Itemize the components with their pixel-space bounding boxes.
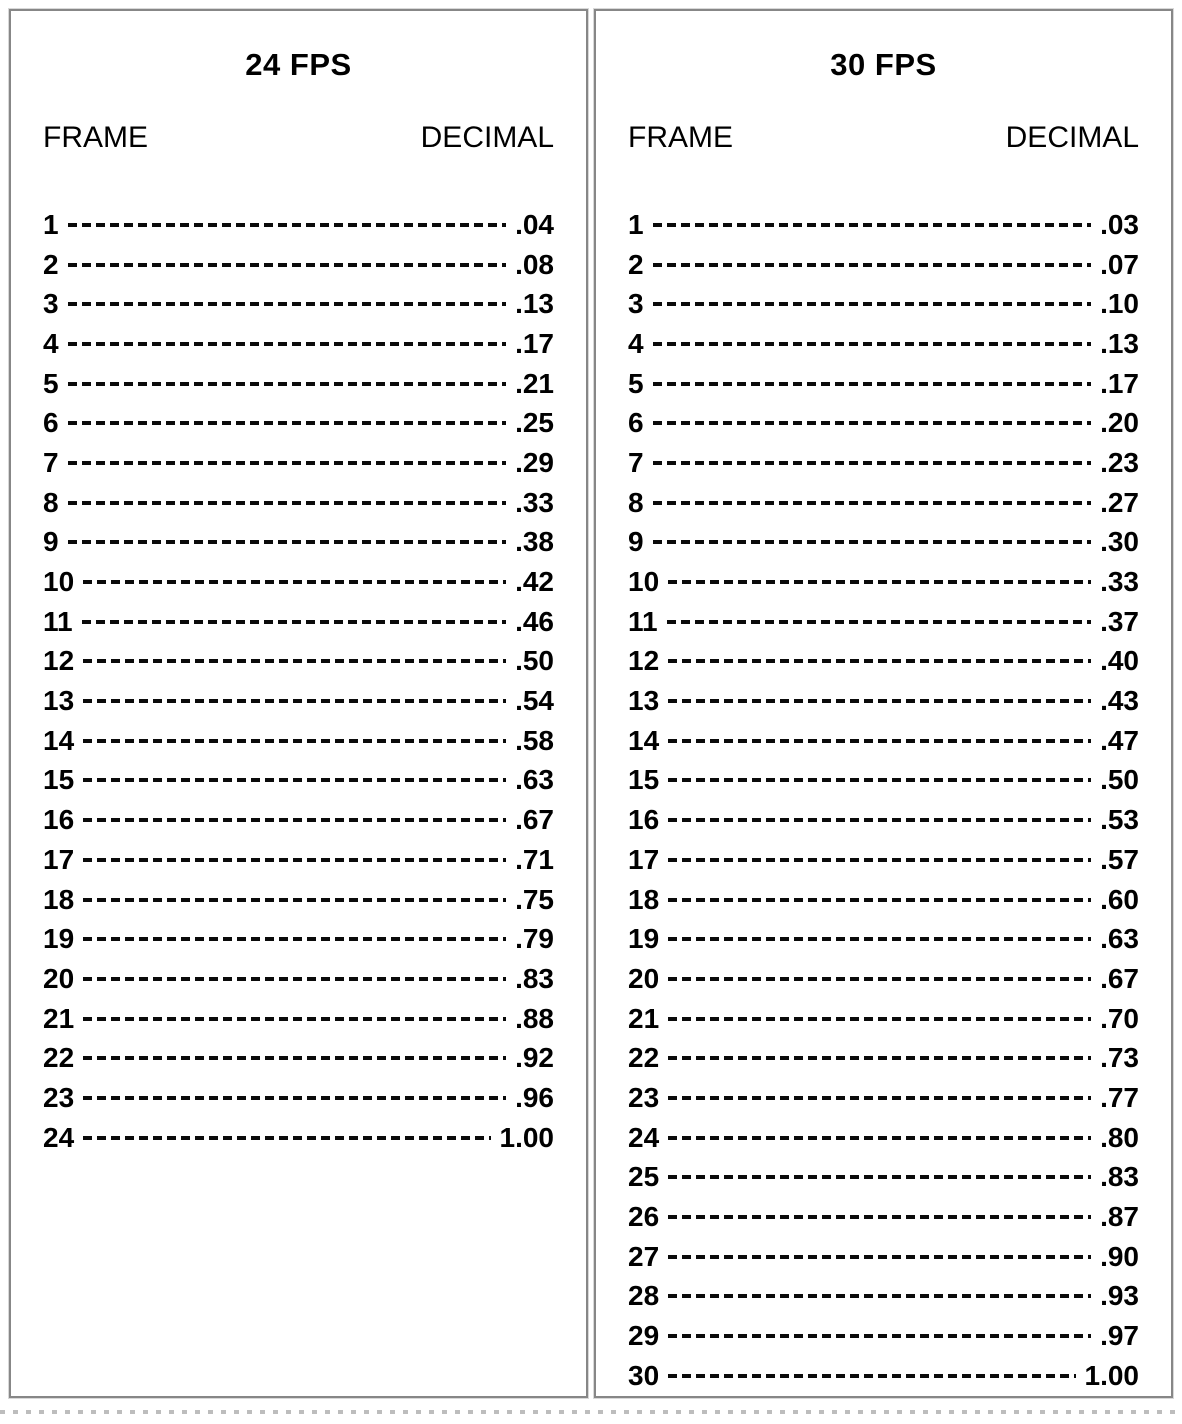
table-row xyxy=(43,324,554,364)
frame-number: 20 xyxy=(43,962,75,994)
dash-leader xyxy=(668,858,1091,862)
dash-leader xyxy=(668,1136,1091,1140)
decimal-value: .38 xyxy=(515,526,554,558)
frame-number: 8 xyxy=(628,486,644,518)
frame-number: 15 xyxy=(43,764,75,796)
decimal-value: .10 xyxy=(1100,288,1139,320)
table-row xyxy=(43,681,554,721)
dash-leader xyxy=(83,1096,506,1100)
table-row xyxy=(628,1197,1139,1237)
decimal-value: .96 xyxy=(515,1081,554,1113)
frame-number: 4 xyxy=(628,327,644,359)
table-row xyxy=(628,1038,1139,1078)
frame-number: 30 xyxy=(628,1359,660,1391)
table-row xyxy=(43,1078,554,1118)
table-row xyxy=(628,483,1139,523)
decimal-value: .42 xyxy=(515,566,554,598)
table-row xyxy=(628,642,1139,682)
dash-leader xyxy=(668,1175,1091,1179)
decimal-value: .23 xyxy=(1100,446,1139,478)
table-row xyxy=(43,721,554,761)
decimal-value: .50 xyxy=(1100,764,1139,796)
frame-number: 10 xyxy=(628,566,660,598)
table-row xyxy=(628,880,1139,920)
frame-number: 14 xyxy=(628,724,660,756)
dash-leader xyxy=(668,659,1091,663)
panels-container xyxy=(9,9,1173,1398)
column-headers xyxy=(43,121,554,155)
decimal-value: .67 xyxy=(515,804,554,836)
table-row xyxy=(43,1118,554,1158)
frame-number: 17 xyxy=(43,843,75,875)
dash-leader xyxy=(653,302,1091,306)
frame-number: 12 xyxy=(628,645,660,677)
table-row xyxy=(43,1038,554,1078)
decimal-value: .83 xyxy=(515,962,554,994)
decimal-value: .88 xyxy=(515,1002,554,1034)
decimal-value: .33 xyxy=(1100,566,1139,598)
table-row xyxy=(628,403,1139,443)
table-row xyxy=(43,800,554,840)
decimal-column-header: DECIMAL xyxy=(420,121,554,154)
table-row xyxy=(628,562,1139,602)
dash-leader xyxy=(83,937,506,941)
frame-number: 5 xyxy=(43,367,59,399)
dash-leader xyxy=(668,1334,1091,1338)
decimal-value: .47 xyxy=(1100,724,1139,756)
decimal-value: .58 xyxy=(515,724,554,756)
dash-leader xyxy=(653,382,1091,386)
table-row xyxy=(43,959,554,999)
dash-leader xyxy=(83,699,506,703)
decimal-value: .40 xyxy=(1100,645,1139,677)
dash-leader xyxy=(668,1096,1091,1100)
frame-number: 23 xyxy=(628,1081,660,1113)
dash-leader xyxy=(68,263,506,267)
decimal-value: .07 xyxy=(1100,248,1139,280)
dash-leader xyxy=(653,461,1091,465)
table-row xyxy=(628,1356,1139,1396)
frame-column-header: FRAME xyxy=(43,121,148,154)
decimal-value: .20 xyxy=(1100,407,1139,439)
dash-leader xyxy=(653,540,1091,544)
table-row xyxy=(43,205,554,245)
frame-number: 5 xyxy=(628,367,644,399)
frame-number: 13 xyxy=(628,685,660,717)
table-row xyxy=(43,443,554,483)
table-row xyxy=(628,919,1139,959)
frame-number: 23 xyxy=(43,1081,75,1113)
decimal-value: .33 xyxy=(515,486,554,518)
table-row xyxy=(43,919,554,959)
dash-leader xyxy=(83,778,506,782)
dash-leader xyxy=(668,977,1091,981)
decimal-value: .57 xyxy=(1100,843,1139,875)
frame-number: 14 xyxy=(43,724,75,756)
table-row xyxy=(628,324,1139,364)
decimal-value: .30 xyxy=(1100,526,1139,558)
dash-leader xyxy=(68,382,506,386)
table-row xyxy=(43,880,554,920)
decimal-value: .13 xyxy=(1100,327,1139,359)
decimal-value: .25 xyxy=(515,407,554,439)
panel-title-30fps: 30 FPS xyxy=(830,47,937,82)
panel-30fps xyxy=(594,9,1173,1398)
dash-leader xyxy=(668,898,1091,902)
conversion-rows-24fps xyxy=(43,205,554,1158)
dash-leader xyxy=(83,858,506,862)
table-row xyxy=(628,1237,1139,1277)
dash-leader xyxy=(668,778,1091,782)
decimal-value: .08 xyxy=(515,248,554,280)
frame-number: 18 xyxy=(628,883,660,915)
frame-number: 28 xyxy=(628,1280,660,1312)
dash-leader xyxy=(653,501,1091,505)
table-row xyxy=(43,523,554,563)
table-row xyxy=(628,999,1139,1039)
table-row xyxy=(628,761,1139,801)
frame-number: 27 xyxy=(628,1240,660,1272)
dash-leader xyxy=(668,1017,1091,1021)
frame-number: 16 xyxy=(43,804,75,836)
decimal-value: .87 xyxy=(1100,1201,1139,1233)
dash-leader xyxy=(668,1056,1091,1060)
table-row xyxy=(43,364,554,404)
frame-number: 22 xyxy=(628,1042,660,1074)
dash-leader xyxy=(83,818,506,822)
dash-leader xyxy=(668,1294,1091,1298)
table-row xyxy=(628,1277,1139,1317)
frame-number: 20 xyxy=(628,962,660,994)
frame-number: 3 xyxy=(43,288,59,320)
dash-leader xyxy=(668,739,1091,743)
table-row xyxy=(628,1118,1139,1158)
frame-number: 24 xyxy=(43,1121,75,1153)
decimal-value: .79 xyxy=(515,923,554,955)
dash-leader xyxy=(653,421,1091,425)
decimal-value: .53 xyxy=(1100,804,1139,836)
frame-number: 9 xyxy=(628,526,644,558)
frame-number: 4 xyxy=(43,327,59,359)
frame-number: 21 xyxy=(43,1002,75,1034)
table-row xyxy=(628,800,1139,840)
table-row xyxy=(43,999,554,1039)
decimal-value: .17 xyxy=(515,327,554,359)
frame-number: 13 xyxy=(43,685,75,717)
frame-number: 7 xyxy=(43,446,59,478)
panel-24fps xyxy=(9,9,588,1398)
dash-leader xyxy=(668,937,1091,941)
table-row xyxy=(628,284,1139,324)
table-row xyxy=(43,840,554,880)
table-row xyxy=(628,681,1139,721)
dash-leader xyxy=(668,580,1091,584)
frame-number: 16 xyxy=(628,804,660,836)
frame-number: 8 xyxy=(43,486,59,518)
dash-leader xyxy=(68,223,506,227)
table-row xyxy=(43,245,554,285)
panel-title-24fps: 24 FPS xyxy=(245,47,352,82)
decimal-value: .93 xyxy=(1100,1280,1139,1312)
dash-leader xyxy=(668,1255,1091,1259)
table-row xyxy=(628,245,1139,285)
frame-number: 2 xyxy=(43,248,59,280)
frame-number: 11 xyxy=(628,605,658,637)
dash-leader xyxy=(668,1374,1075,1378)
decimal-value: .80 xyxy=(1100,1121,1139,1153)
decimal-value: .50 xyxy=(515,645,554,677)
decimal-column-header: DECIMAL xyxy=(1005,121,1139,154)
frame-number: 10 xyxy=(43,566,75,598)
dash-leader xyxy=(68,302,506,306)
table-row xyxy=(43,483,554,523)
dash-leader xyxy=(68,342,506,346)
frame-number: 12 xyxy=(43,645,75,677)
frame-number: 7 xyxy=(628,446,644,478)
decimal-value: .73 xyxy=(1100,1042,1139,1074)
table-row xyxy=(628,1316,1139,1356)
dash-leader xyxy=(668,818,1091,822)
table-row xyxy=(628,1078,1139,1118)
frame-number: 19 xyxy=(43,923,75,955)
decimal-value: .37 xyxy=(1100,605,1139,637)
table-row xyxy=(628,205,1139,245)
decimal-value: 1.00 xyxy=(499,1121,554,1153)
dash-leader xyxy=(83,659,506,663)
column-headers xyxy=(628,121,1139,155)
decimal-value: .90 xyxy=(1100,1240,1139,1272)
dash-leader xyxy=(667,620,1091,624)
frame-number: 1 xyxy=(43,208,59,240)
table-row xyxy=(628,721,1139,761)
decimal-value: .92 xyxy=(515,1042,554,1074)
table-row xyxy=(628,1158,1139,1198)
dash-leader xyxy=(83,1017,506,1021)
table-row xyxy=(43,602,554,642)
decimal-value: .21 xyxy=(515,367,554,399)
decimal-value: .63 xyxy=(515,764,554,796)
decimal-value: .60 xyxy=(1100,883,1139,915)
table-row xyxy=(43,761,554,801)
decimal-value: .97 xyxy=(1100,1320,1139,1352)
frame-number: 2 xyxy=(628,248,644,280)
dash-leader xyxy=(653,263,1091,267)
decimal-value: .27 xyxy=(1100,486,1139,518)
dash-leader xyxy=(68,501,506,505)
frame-number: 3 xyxy=(628,288,644,320)
frame-number: 29 xyxy=(628,1320,660,1352)
decimal-value: .04 xyxy=(515,208,554,240)
frame-number: 15 xyxy=(628,764,660,796)
frame-number: 21 xyxy=(628,1002,660,1034)
frame-number: 18 xyxy=(43,883,75,915)
frame-number: 26 xyxy=(628,1201,660,1233)
decimal-value: .70 xyxy=(1100,1002,1139,1034)
decimal-value: .17 xyxy=(1100,367,1139,399)
frame-column-header: FRAME xyxy=(628,121,733,154)
frame-number: 6 xyxy=(43,407,59,439)
dash-leader xyxy=(83,898,506,902)
decimal-value: .83 xyxy=(1100,1161,1139,1193)
frame-number: 17 xyxy=(628,843,660,875)
decimal-value: .46 xyxy=(515,605,554,637)
frame-number: 1 xyxy=(628,208,644,240)
table-row xyxy=(628,364,1139,404)
decimal-value: .43 xyxy=(1100,685,1139,717)
decimal-value: .54 xyxy=(515,685,554,717)
table-row xyxy=(628,523,1139,563)
decimal-value: .13 xyxy=(515,288,554,320)
table-row xyxy=(43,403,554,443)
frame-number: 25 xyxy=(628,1161,660,1193)
decimal-value: .71 xyxy=(515,843,554,875)
frame-number: 6 xyxy=(628,407,644,439)
dash-leader xyxy=(82,620,506,624)
dash-leader xyxy=(68,421,506,425)
decimal-value: .77 xyxy=(1100,1081,1139,1113)
table-row xyxy=(628,443,1139,483)
dash-leader xyxy=(668,699,1091,703)
decimal-value: .63 xyxy=(1100,923,1139,955)
table-row xyxy=(628,840,1139,880)
dash-leader xyxy=(83,1056,506,1060)
dash-leader xyxy=(83,1136,490,1140)
decimal-value: .67 xyxy=(1100,962,1139,994)
frame-number: 19 xyxy=(628,923,660,955)
table-row xyxy=(43,562,554,602)
decimal-value: 1.00 xyxy=(1084,1359,1139,1391)
table-row xyxy=(43,284,554,324)
frame-number: 11 xyxy=(43,605,73,637)
dash-leader xyxy=(653,223,1091,227)
decimal-value: .29 xyxy=(515,446,554,478)
dash-leader xyxy=(653,342,1091,346)
bottom-dotted-rule xyxy=(0,1410,1182,1414)
conversion-rows-30fps xyxy=(628,205,1139,1396)
decimal-value: .75 xyxy=(515,883,554,915)
frame-number: 24 xyxy=(628,1121,660,1153)
frame-number: 22 xyxy=(43,1042,75,1074)
table-row xyxy=(628,959,1139,999)
frame-number: 9 xyxy=(43,526,59,558)
table-row xyxy=(628,602,1139,642)
dash-leader xyxy=(68,461,506,465)
table-row xyxy=(43,642,554,682)
dash-leader xyxy=(68,540,506,544)
decimal-value: .03 xyxy=(1100,208,1139,240)
dash-leader xyxy=(83,977,506,981)
dash-leader xyxy=(668,1215,1091,1219)
dash-leader xyxy=(83,739,506,743)
dash-leader xyxy=(83,580,506,584)
